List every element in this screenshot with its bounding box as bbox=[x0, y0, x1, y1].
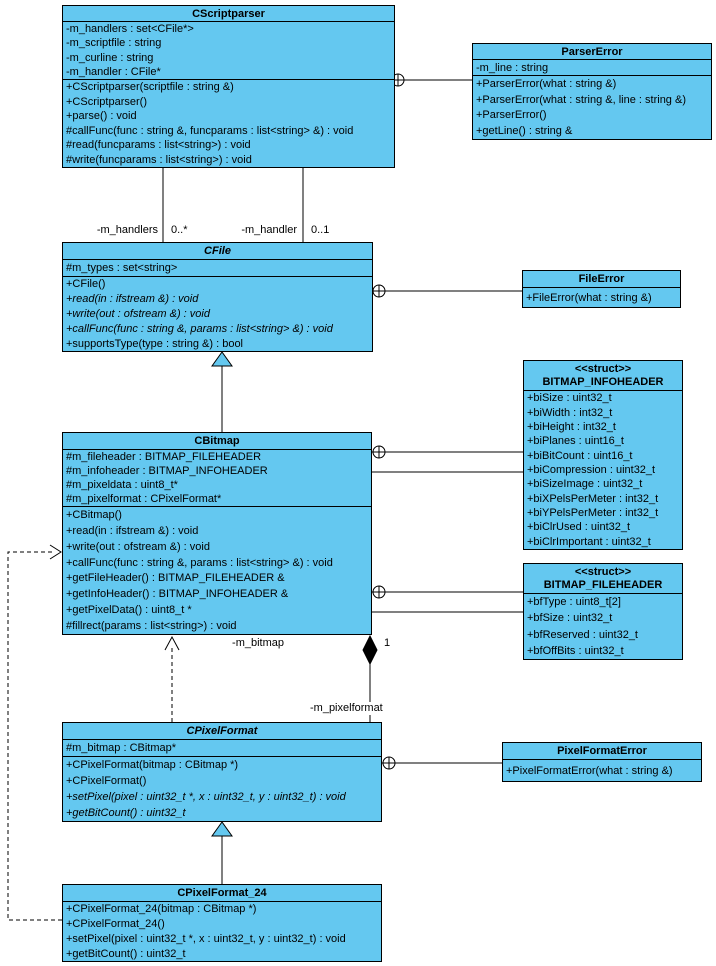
class-cpixelformat24[interactable] bbox=[62, 884, 382, 962]
method-row: +getLine() : string & bbox=[476, 125, 573, 138]
method-row: #read(funcparams : list<string>) : void bbox=[66, 139, 251, 152]
class-fileerror[interactable] bbox=[522, 270, 681, 308]
containment-anchor-icon bbox=[383, 757, 395, 769]
anchor-cbitmap-infoheader[interactable] bbox=[372, 446, 523, 458]
method-row: +CScriptparser() bbox=[66, 95, 147, 108]
method-row: +setPixel(pixel : uint32_t *, x : uint32_t, y : uint32_t) : void bbox=[66, 791, 346, 803]
method-row: +read(in : ifstream &) : void bbox=[66, 293, 199, 306]
multiplicity-label-m-bitmap: 1 bbox=[384, 637, 391, 649]
method-row: #callFunc(func : string &, funcparams : list<string> &) : void bbox=[66, 124, 354, 137]
class-name: PixelFormatError bbox=[557, 745, 647, 757]
method-row: +CPixelFormat_24(bitmap : CBitmap *) bbox=[66, 903, 257, 916]
method-row: +PixelFormatError(what : string &) bbox=[506, 764, 673, 777]
method-row: +getBitCount() : uint32_t bbox=[66, 807, 186, 819]
class-name: FileError bbox=[578, 273, 625, 285]
method-row: +CPixelFormat_24() bbox=[66, 918, 165, 931]
class-name: BITMAP_FILEHEADER bbox=[543, 578, 663, 591]
generalization-arrow-icon bbox=[212, 352, 232, 366]
method-row: +getInfoHeader() : BITMAP_INFOHEADER & bbox=[66, 588, 289, 601]
attribute-row: +biSizeImage : uint32_t bbox=[527, 478, 643, 491]
attribute-row: +bfType : uint8_t[2] bbox=[527, 596, 621, 609]
role-label-m-pixelformat: -m_pixelformat bbox=[310, 702, 383, 714]
method-row: +ParserError(what : string &, line : string &) bbox=[476, 93, 686, 106]
method-row: #fillrect(params : list<string>) : void bbox=[66, 620, 237, 633]
class-cbitmap[interactable] bbox=[62, 432, 372, 635]
class-header bbox=[524, 361, 682, 390]
attributes-compartment bbox=[473, 59, 711, 75]
method-row: +CScriptparser(scriptfile : string &) bbox=[66, 81, 234, 94]
method-row: +write(out : ofstream &) : void bbox=[66, 540, 210, 553]
methods-compartment bbox=[63, 276, 372, 351]
attribute-row: -m_scriptfile : string bbox=[66, 37, 162, 50]
attribute-row: #m_bitmap : CBitmap* bbox=[66, 742, 177, 754]
method-row: +getBitCount() : uint32_t bbox=[66, 947, 186, 960]
method-row: +setPixel(pixel : uint32_t *, x : uint32_t, y : uint32_t) : void bbox=[66, 932, 346, 945]
attribute-row: +biXPelsPerMeter : int32_t bbox=[527, 492, 659, 505]
methods-compartment bbox=[503, 759, 701, 781]
attribute-row: #m_infoheader : BITMAP_INFOHEADER bbox=[66, 465, 268, 477]
attribute-row: +bfReserved : uint32_t bbox=[527, 628, 638, 641]
attribute-row: -m_handler : CFile* bbox=[66, 65, 161, 78]
role-label-m-handler: -m_handler bbox=[241, 224, 297, 236]
attribute-row: +biCompression : uint32_t bbox=[527, 463, 656, 476]
class-cfile[interactable] bbox=[62, 242, 373, 352]
containment-anchor-icon bbox=[373, 285, 385, 297]
method-row: +read(in : ifstream &) : void bbox=[66, 524, 199, 537]
attributes-compartment bbox=[63, 21, 394, 79]
methods-compartment bbox=[523, 287, 680, 307]
generalization-cpixelformat24-cpixelformat[interactable] bbox=[212, 822, 232, 884]
method-row: +CPixelFormat(bitmap : CBitmap *) bbox=[66, 759, 239, 771]
class-name: CPixelFormat bbox=[186, 725, 258, 737]
dependency-cpixelformat-cbitmap[interactable] bbox=[165, 637, 179, 722]
methods-compartment bbox=[473, 75, 711, 139]
method-row: +supportsType(type : string &) : bool bbox=[66, 337, 244, 350]
methods-compartment bbox=[63, 901, 381, 961]
class-name: CPixelFormat_24 bbox=[177, 887, 267, 899]
attribute-row: #m_pixelformat : CPixelFormat* bbox=[66, 493, 222, 505]
attribute-row: +biClrUsed : uint32_t bbox=[527, 521, 631, 534]
method-row: #write(funcparams : list<string>) : void bbox=[66, 153, 252, 166]
attribute-row: #m_fileheader : BITMAP_FILEHEADER bbox=[66, 451, 262, 463]
attribute-row: +biClrImportant : uint32_t bbox=[527, 535, 651, 548]
class-header bbox=[524, 564, 682, 593]
generalization-cbitmap-cfile[interactable] bbox=[212, 352, 232, 432]
dependency-cpixelformat24-cbitmap[interactable] bbox=[8, 545, 62, 920]
method-row: +parse() : void bbox=[66, 110, 137, 123]
anchor-cscriptparser-parsererror[interactable] bbox=[392, 74, 472, 86]
stereotype-label: <<struct>> bbox=[574, 362, 632, 375]
anchor-cbitmap-fileheader[interactable] bbox=[372, 586, 523, 598]
method-row: +ParserError(what : string &) bbox=[476, 77, 617, 90]
composition-diamond-icon bbox=[363, 636, 377, 664]
attribute-row: +bfSize : uint32_t bbox=[527, 612, 613, 625]
attributes-compartment bbox=[524, 593, 682, 659]
role-label-m-bitmap: -m_bitmap bbox=[232, 637, 284, 649]
attribute-row: +biPlanes : uint16_t bbox=[527, 435, 624, 448]
attribute-row: +bfOffBits : uint32_t bbox=[527, 644, 624, 657]
containment-anchor-icon bbox=[373, 446, 385, 458]
methods-compartment bbox=[63, 756, 381, 821]
methods-compartment bbox=[63, 506, 371, 634]
method-row: +callFunc(func : string &, params : list<string> &) : void bbox=[66, 322, 333, 335]
method-row: +write(out : ofstream &) : void bbox=[66, 307, 210, 320]
method-row: +callFunc(func : string &, params : list<string> &) : void bbox=[66, 556, 333, 569]
containment-anchor-icon bbox=[373, 586, 385, 598]
method-row: +CFile() bbox=[66, 278, 106, 291]
method-row: +getPixelData() : uint8_t * bbox=[66, 604, 192, 617]
class-name: BITMAP_INFOHEADER bbox=[542, 375, 664, 388]
class-name: CScriptparser bbox=[192, 7, 265, 20]
class-parsererror[interactable] bbox=[472, 43, 712, 140]
attribute-row: +biHeight : int32_t bbox=[527, 420, 616, 433]
anchor-cpixelformat-pixelformaterror[interactable] bbox=[382, 757, 502, 769]
methods-compartment bbox=[63, 79, 394, 167]
multiplicity-label-m-handlers: 0..* bbox=[171, 224, 188, 236]
class-pixelformaterror[interactable] bbox=[502, 742, 702, 782]
class-name: ParserError bbox=[561, 45, 623, 58]
stereotype-label: <<struct>> bbox=[574, 565, 632, 578]
class-cscriptparser[interactable] bbox=[62, 5, 395, 168]
method-row: +FileError(what : string &) bbox=[526, 291, 652, 304]
multiplicity-label-m-handler: 0..1 bbox=[311, 224, 330, 236]
attribute-row: -m_handlers : set<CFile*> bbox=[66, 23, 194, 36]
method-row: +CPixelFormat() bbox=[66, 775, 147, 787]
attribute-row: +biBitCount : uint16_t bbox=[527, 449, 633, 462]
attribute-row: +biWidth : int32_t bbox=[527, 406, 613, 419]
class-bitmap-fileheader[interactable] bbox=[523, 563, 683, 660]
role-label-m-handlers: -m_handlers bbox=[96, 224, 158, 236]
attribute-row: +biYPelsPerMeter : int32_t bbox=[527, 507, 659, 520]
method-row: +getFileHeader() : BITMAP_FILEHEADER & bbox=[66, 572, 285, 585]
class-name: CBitmap bbox=[194, 435, 240, 447]
class-cpixelformat[interactable] bbox=[62, 722, 382, 822]
attribute-row: +biSize : uint32_t bbox=[527, 392, 612, 405]
anchor-cfile-fileerror[interactable] bbox=[373, 285, 522, 297]
attributes-compartment bbox=[63, 259, 372, 276]
attributes-compartment bbox=[524, 390, 682, 549]
attributes-compartment bbox=[63, 449, 371, 506]
generalization-arrow-icon bbox=[212, 822, 232, 836]
attribute-row: #m_pixeldata : uint8_t* bbox=[66, 479, 178, 491]
class-name: CFile bbox=[204, 245, 231, 257]
method-row: +ParserError() bbox=[476, 109, 547, 122]
attribute-row: -m_line : string bbox=[476, 61, 549, 74]
class-bitmap-infoheader[interactable] bbox=[523, 360, 683, 550]
attributes-compartment bbox=[63, 739, 381, 756]
method-row: +CBitmap() bbox=[66, 508, 122, 521]
attribute-row: -m_curline : string bbox=[66, 51, 154, 64]
attribute-row: #m_types : set<string> bbox=[66, 262, 178, 274]
